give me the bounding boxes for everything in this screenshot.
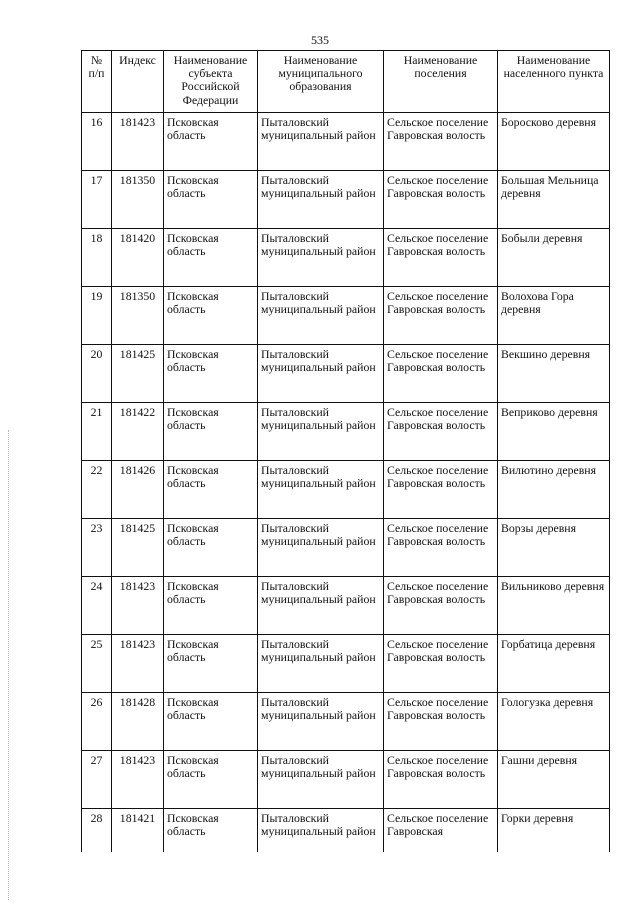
cell-locality: Веприково деревня: [498, 403, 610, 461]
table-row: [82, 693, 610, 751]
cell-locality: Большая Мельница деревня: [498, 171, 610, 229]
header-subject: Наименование субъекта Российской Федерации: [164, 51, 258, 113]
cell-index: 181422: [112, 403, 164, 461]
cell-municipality: Пыталовский муниципальный район: [258, 171, 384, 229]
table-row: [82, 461, 610, 519]
cell-index: 181350: [112, 171, 164, 229]
table-header: [82, 51, 610, 113]
cell-number: 27: [82, 751, 112, 809]
cell-subject: Псковская область: [164, 345, 258, 403]
cell-subject: Псковская область: [164, 171, 258, 229]
table-row: [82, 577, 610, 635]
cell-locality: Гологузка деревня: [498, 693, 610, 751]
cell-settlement: Сельское поселение Гавровская волость: [384, 751, 498, 809]
cell-index: 181428: [112, 693, 164, 751]
table-row: [82, 229, 610, 287]
cell-locality: Ворзы деревня: [498, 519, 610, 577]
cell-number: 23: [82, 519, 112, 577]
cell-municipality: Пыталовский муниципальный район: [258, 809, 384, 853]
page-number: 535: [311, 33, 329, 47]
header-municipality: Наименование муниципального образования: [258, 51, 384, 113]
cell-locality: Гашни деревня: [498, 751, 610, 809]
cell-municipality: Пыталовский муниципальный район: [258, 229, 384, 287]
cell-number: 25: [82, 635, 112, 693]
cell-index: 181425: [112, 345, 164, 403]
cell-locality: Векшино деревня: [498, 345, 610, 403]
cell-municipality: Пыталовский муниципальный район: [258, 577, 384, 635]
cell-index: 181423: [112, 635, 164, 693]
table-row: [82, 345, 610, 403]
cell-settlement: Сельское поселение Гавровская: [384, 809, 498, 853]
cell-subject: Псковская область: [164, 403, 258, 461]
table-row: [82, 113, 610, 171]
cell-municipality: Пыталовский муниципальный район: [258, 751, 384, 809]
cell-subject: Псковская область: [164, 577, 258, 635]
cell-index: 181426: [112, 461, 164, 519]
cell-settlement: Сельское поселение Гавровская волость: [384, 345, 498, 403]
cell-settlement: Сельское поселение Гавровская волость: [384, 171, 498, 229]
cell-subject: Псковская область: [164, 229, 258, 287]
cell-number: 18: [82, 229, 112, 287]
cell-subject: Псковская область: [164, 635, 258, 693]
table-row: [82, 171, 610, 229]
cell-number: 19: [82, 287, 112, 345]
cell-index: 181423: [112, 751, 164, 809]
cell-municipality: Пыталовский муниципальный район: [258, 113, 384, 171]
cell-index: 181423: [112, 577, 164, 635]
cell-index: 181350: [112, 287, 164, 345]
table-row: [82, 519, 610, 577]
cell-municipality: Пыталовский муниципальный район: [258, 461, 384, 519]
cell-locality: Боросково деревня: [498, 113, 610, 171]
header-locality: Наименование населенного пункта: [498, 51, 610, 113]
cell-settlement: Сельское поселение Гавровская волость: [384, 461, 498, 519]
cell-subject: Псковская область: [164, 693, 258, 751]
cell-number: 17: [82, 171, 112, 229]
cell-index: 181420: [112, 229, 164, 287]
cell-number: 24: [82, 577, 112, 635]
table-row: [82, 287, 610, 345]
header-number: № п/п: [82, 51, 112, 113]
header-settlement: Наименование поселения: [384, 51, 498, 113]
cell-number: 28: [82, 809, 112, 853]
settlements-table: [81, 50, 610, 852]
cell-municipality: Пыталовский муниципальный район: [258, 345, 384, 403]
table-row: [82, 635, 610, 693]
cell-settlement: Сельское поселение Гавровская волость: [384, 519, 498, 577]
table-row: [82, 809, 610, 853]
table-body: [82, 113, 610, 853]
cell-subject: Псковская область: [164, 461, 258, 519]
scan-edge-marks: [8, 430, 10, 900]
cell-locality: Волохова Гора деревня: [498, 287, 610, 345]
cell-number: 16: [82, 113, 112, 171]
table-row: [82, 751, 610, 809]
cell-settlement: Сельское поселение Гавровская волость: [384, 693, 498, 751]
cell-municipality: Пыталовский муниципальный район: [258, 519, 384, 577]
cell-settlement: Сельское поселение Гавровская волость: [384, 403, 498, 461]
cell-subject: Псковская область: [164, 287, 258, 345]
cell-index: 181421: [112, 809, 164, 853]
cell-municipality: Пыталовский муниципальный район: [258, 693, 384, 751]
cell-index: 181423: [112, 113, 164, 171]
cell-municipality: Пыталовский муниципальный район: [258, 635, 384, 693]
cell-municipality: Пыталовский муниципальный район: [258, 287, 384, 345]
cell-settlement: Сельское поселение Гавровская волость: [384, 635, 498, 693]
cell-locality: Бобыли деревня: [498, 229, 610, 287]
cell-settlement: Сельское поселение Гавровская волость: [384, 113, 498, 171]
cell-subject: Псковская область: [164, 519, 258, 577]
cell-settlement: Сельское поселение Гавровская волость: [384, 229, 498, 287]
cell-locality: Горки деревня: [498, 809, 610, 853]
header-row: [82, 51, 610, 113]
cell-number: 20: [82, 345, 112, 403]
cell-number: 21: [82, 403, 112, 461]
cell-settlement: Сельское поселение Гавровская волость: [384, 287, 498, 345]
cell-subject: Псковская область: [164, 113, 258, 171]
cell-subject: Псковская область: [164, 751, 258, 809]
cell-index: 181425: [112, 519, 164, 577]
cell-number: 26: [82, 693, 112, 751]
cell-settlement: Сельское поселение Гавровская волость: [384, 577, 498, 635]
cell-number: 22: [82, 461, 112, 519]
cell-locality: Горбатица деревня: [498, 635, 610, 693]
cell-locality: Вилютино деревня: [498, 461, 610, 519]
cell-municipality: Пыталовский муниципальный район: [258, 403, 384, 461]
table-row: [82, 403, 610, 461]
cell-subject: Псковская область: [164, 809, 258, 853]
cell-locality: Вильниково деревня: [498, 577, 610, 635]
header-index: Индекс: [112, 51, 164, 113]
